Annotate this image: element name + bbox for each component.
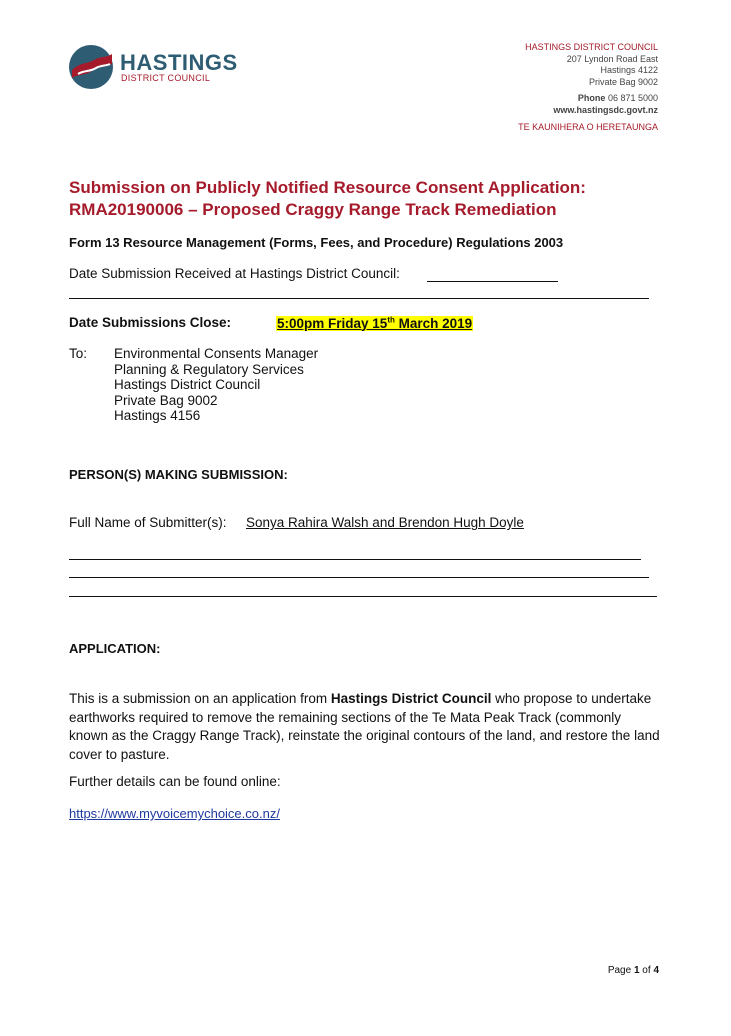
applicant-name: Hastings District Council	[330, 691, 492, 706]
logo-wordmark: HASTINGS	[120, 50, 238, 75]
full-name-field[interactable]	[231, 515, 524, 530]
address-website: www.hastingsdc.govt.nz	[553, 104, 658, 115]
title-line-1: Submission on Publicly Notified Resource Consent Application:	[69, 178, 586, 197]
to-label: To:	[69, 346, 88, 361]
address-maori-name: TE KAUNIHERA O HERETAUNGA	[518, 121, 658, 132]
persons-heading: PERSON(S) MAKING SUBMISSION:	[69, 467, 288, 482]
application-paragraph: This is a submission on an application from Hastings District Council who propose to undertake earthworks required to remove the remaining sections of the Te Mata Peak Track (commonly known as the Craggy Range Track), reinstate the original contours of the land, and restore the land cover to pasture.	[69, 691, 660, 762]
separator-line	[69, 298, 649, 299]
date-close-highlight: 5:00pm Friday 15th March 2019	[277, 315, 473, 331]
date-close-value	[276, 315, 473, 331]
recipient-line: Hastings 4156	[114, 408, 201, 423]
application-heading: APPLICATION:	[69, 641, 161, 656]
recipient-line: Hastings District Council	[114, 377, 261, 392]
further-details-text: Further details can be found online:	[69, 774, 281, 789]
address-phone	[518, 93, 658, 105]
title-line-2: RMA20190006 – Proposed Craggy Range Track Remediation	[69, 199, 557, 219]
recipient-line: Environmental Consents Manager	[114, 346, 319, 361]
blank-line[interactable]	[69, 577, 649, 578]
blank-line[interactable]	[69, 596, 657, 597]
address-line-1: 207 Lyndon Road East	[566, 53, 658, 64]
logo-subtitle: DISTRICT COUNCIL	[121, 73, 211, 83]
phone-number: 06 871 5000	[607, 93, 658, 104]
blank-line[interactable]	[69, 559, 641, 560]
recipient-line: Private Bag 9002	[114, 392, 218, 408]
recipient-line: Planning & Regulatory Services	[114, 361, 304, 377]
address-line-2: Hastings 4122	[600, 65, 658, 76]
phone-label: Phone	[577, 93, 606, 104]
date-received-field[interactable]	[427, 281, 558, 282]
date-close-label: Date Submissions Close:	[69, 315, 232, 330]
website-link[interactable]: https://www.myvoicemychoice.co.nz/	[69, 806, 280, 821]
page-number: Page 1 of 4	[607, 965, 659, 976]
full-name-label: Full Name of Submitter(s):	[69, 515, 227, 530]
full-name-value: Sonya Rahira Walsh and Brendon Hugh Doyle	[246, 515, 524, 530]
recipient-address	[114, 346, 318, 424]
form-13-reference: Form 13 Resource Management (Forms, Fees, and Procedure) Regulations 2003	[69, 235, 564, 250]
date-received-label: Date Submission Received at Hastings District Council:	[69, 266, 400, 281]
address-org: HASTINGS DISTRICT COUNCIL	[525, 42, 658, 52]
hastings-logo	[68, 42, 248, 92]
document-title	[69, 177, 669, 220]
hastings-logo-icon	[68, 44, 114, 90]
council-address-block	[518, 42, 658, 133]
address-line-3: Private Bag 9002	[588, 76, 658, 87]
